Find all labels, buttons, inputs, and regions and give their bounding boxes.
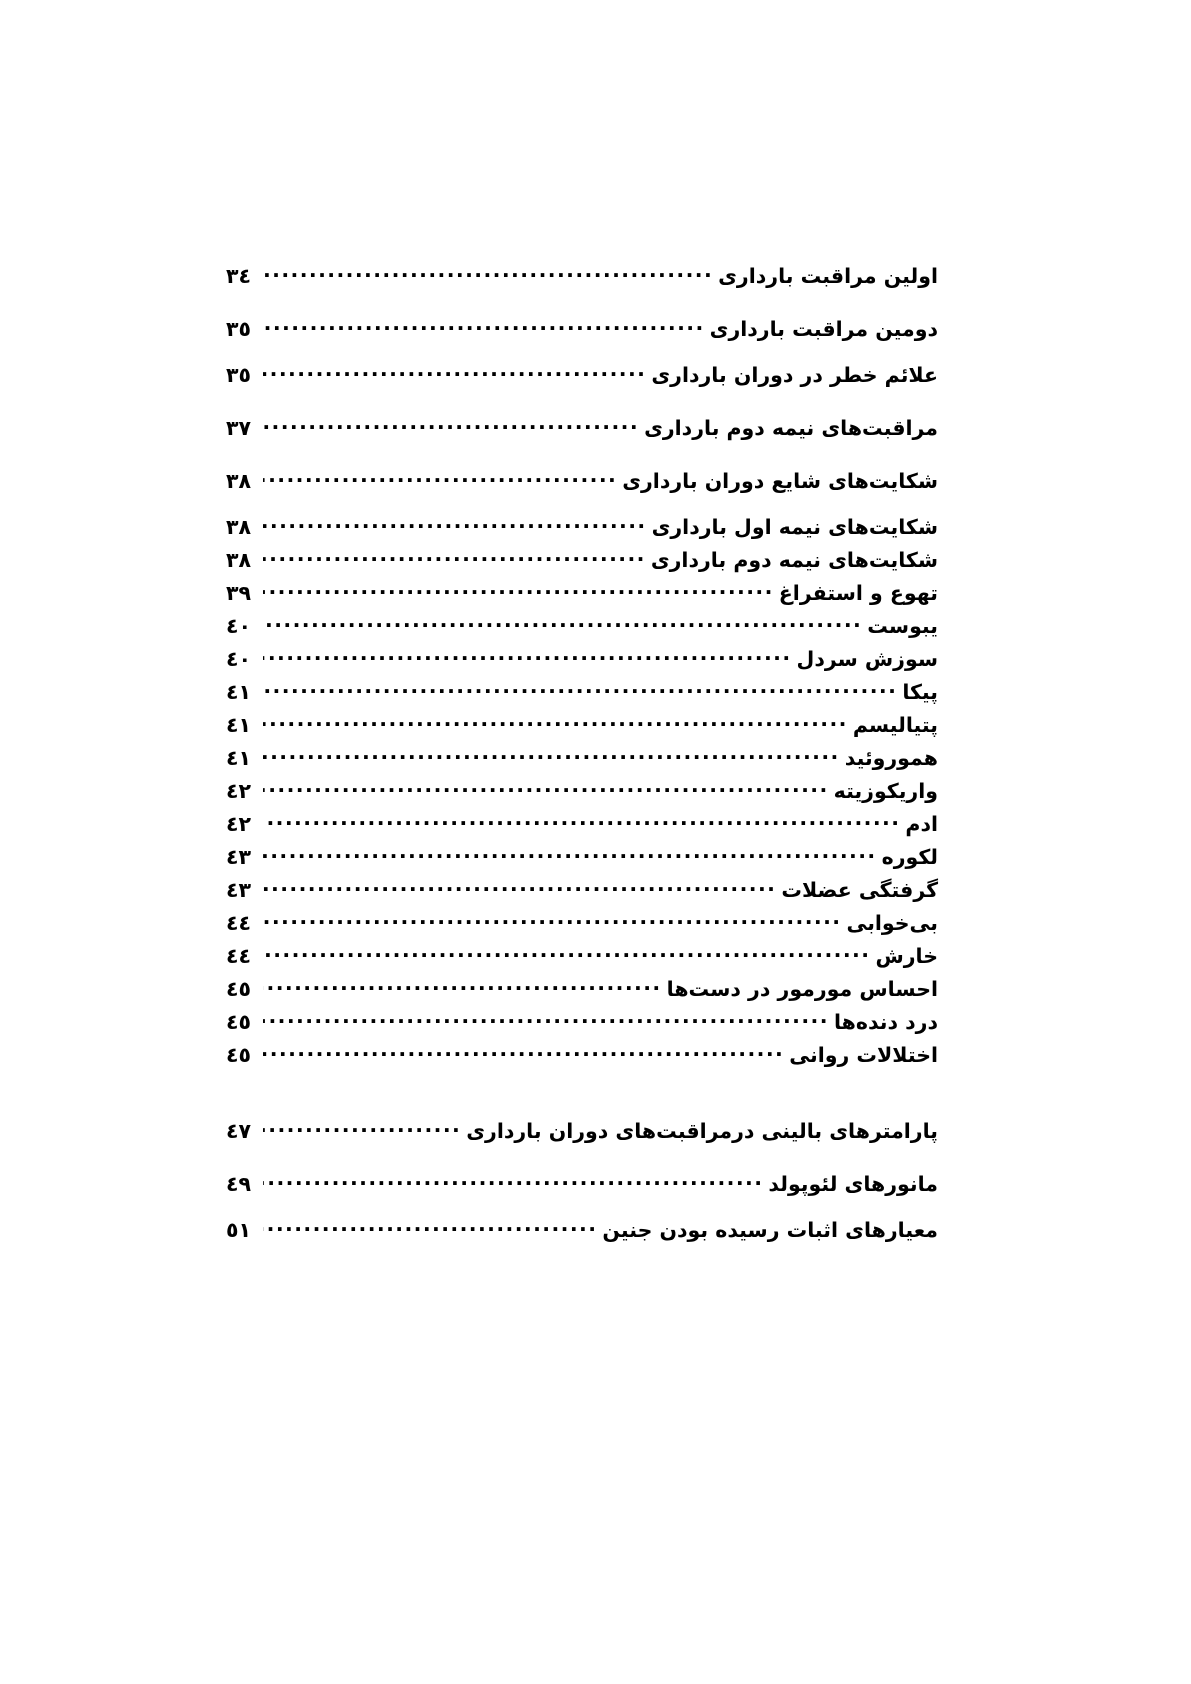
toc-entry-page-number: ٤٠ bbox=[226, 613, 252, 638]
toc-entry-page-number: ٣٧ bbox=[226, 415, 252, 440]
toc-leader-dots bbox=[263, 678, 897, 699]
toc-entry-title: شکایت‌های شایع دوران بارداری bbox=[622, 468, 938, 493]
toc-entry-title: معیارهای اثبات رسیده بودن جنین bbox=[602, 1217, 938, 1242]
toc-entry-page-number: ٤٣ bbox=[226, 844, 252, 869]
toc-entry[interactable] bbox=[226, 315, 938, 339]
toc-entry-page-number: ٤٥ bbox=[226, 1042, 252, 1067]
toc-entry-title: علائم خطر در دوران بارداری bbox=[651, 362, 938, 387]
toc-entry-page-number: ٤٩ bbox=[226, 1171, 252, 1196]
toc-leader-dots bbox=[263, 1117, 461, 1138]
toc-entry-page-number: ٤٥ bbox=[226, 1009, 252, 1034]
toc-entry-page-number: ٣٨ bbox=[226, 468, 252, 493]
toc-entry-title: درد دنده‌ها bbox=[833, 1009, 938, 1034]
toc-entry[interactable] bbox=[226, 414, 938, 438]
toc-entry-title: سوزش سردل bbox=[796, 646, 938, 671]
toc-entry-title: مانورهای لئوپولد bbox=[768, 1171, 938, 1196]
toc-entry-title: پیکا bbox=[902, 679, 938, 704]
toc-leader-dots bbox=[263, 513, 647, 534]
toc-entry[interactable] bbox=[226, 810, 938, 834]
toc-entry-page-number: ٣٥ bbox=[226, 316, 252, 341]
toc-entry[interactable] bbox=[226, 777, 938, 801]
toc-entry[interactable] bbox=[226, 843, 938, 867]
toc-entry-title: هموروئید bbox=[844, 745, 938, 770]
toc-entry[interactable] bbox=[226, 876, 938, 900]
toc-entry-title: یبوست bbox=[867, 613, 938, 638]
toc-entry-page-number: ٤١ bbox=[226, 679, 252, 704]
toc-leader-dots bbox=[263, 1008, 829, 1029]
toc-leader-dots bbox=[263, 361, 646, 382]
toc-entry-title: شکایت‌های نیمه اول بارداری bbox=[651, 514, 938, 539]
toc-entry-page-number: ٤١ bbox=[226, 712, 252, 737]
toc-leader-dots bbox=[263, 1041, 784, 1062]
toc-leader-dots bbox=[263, 645, 792, 666]
toc-entry-list bbox=[226, 262, 938, 1240]
toc-leader-dots bbox=[263, 843, 877, 864]
toc-leader-dots bbox=[263, 711, 848, 732]
toc-leader-dots bbox=[263, 546, 646, 567]
toc-entry-page-number: ٤٢ bbox=[226, 811, 252, 836]
toc-entry-title: دومین مراقبت بارداری bbox=[709, 316, 938, 341]
toc-entry[interactable] bbox=[226, 942, 938, 966]
toc-entry[interactable] bbox=[226, 612, 938, 636]
toc-entry-title: شکایت‌های نیمه دوم بارداری bbox=[650, 547, 938, 572]
toc-leader-dots bbox=[263, 1216, 597, 1237]
toc-leader-dots bbox=[263, 262, 713, 283]
toc-leader-dots bbox=[263, 315, 705, 336]
toc-leader-dots bbox=[263, 975, 662, 996]
toc-entry-title: پتیالیسم bbox=[852, 712, 938, 737]
toc-entry[interactable] bbox=[226, 678, 938, 702]
toc-entry-page-number: ٤٣ bbox=[226, 877, 252, 902]
toc-entry-page-number: ٤٢ bbox=[226, 778, 252, 803]
toc-entry-page-number: ٣٤ bbox=[226, 263, 252, 288]
toc-leader-dots bbox=[263, 876, 776, 897]
toc-entry-title: بی‌خوابی bbox=[846, 910, 938, 935]
toc-entry[interactable] bbox=[226, 975, 938, 999]
toc-entry[interactable] bbox=[226, 467, 938, 491]
toc-entry-title: واریکوزیته bbox=[833, 778, 938, 803]
toc-entry-title: احساس مورمور در دست‌ها bbox=[666, 976, 938, 1001]
toc-entry[interactable] bbox=[226, 1008, 938, 1032]
toc-leader-dots bbox=[263, 810, 900, 831]
toc-entry[interactable] bbox=[226, 1117, 938, 1141]
toc-entry-title: گرفتگی عضلات bbox=[781, 877, 938, 902]
toc-entry-page-number: ٤٠ bbox=[226, 646, 252, 671]
toc-entry[interactable] bbox=[226, 909, 938, 933]
toc-entry-page-number: ٣٨ bbox=[226, 547, 252, 572]
toc-entry-page-number: ٣٩ bbox=[226, 580, 252, 605]
toc-entry-page-number: ٤٥ bbox=[226, 976, 252, 1001]
toc-entry-title: تهوع و استفراغ bbox=[778, 580, 938, 605]
toc-entry-page-number: ٥١ bbox=[226, 1217, 252, 1242]
toc-entry[interactable] bbox=[226, 361, 938, 385]
toc-entry[interactable] bbox=[226, 645, 938, 669]
toc-entry-page-number: ٤٧ bbox=[226, 1118, 252, 1143]
toc-entry-page-number: ٤٤ bbox=[226, 943, 252, 968]
toc-entry-title: ادم bbox=[905, 811, 938, 836]
toc-entry-title: مراقبت‌های نیمه دوم بارداری bbox=[644, 415, 938, 440]
toc-leader-dots bbox=[263, 414, 639, 435]
toc-entry[interactable] bbox=[226, 744, 938, 768]
toc-entry-page-number: ٣٥ bbox=[226, 362, 252, 387]
toc-leader-dots bbox=[263, 579, 774, 600]
toc-entry-title: پارامترهای بالینی درمراقبت‌های دوران بارداری bbox=[466, 1118, 938, 1143]
toc-entry-title: اختلالات روانی bbox=[789, 1042, 938, 1067]
toc-entry-page-number: ٣٨ bbox=[226, 514, 252, 539]
toc-entry[interactable] bbox=[226, 579, 938, 603]
toc-entry[interactable] bbox=[226, 711, 938, 735]
toc-leader-dots bbox=[263, 744, 840, 765]
toc-entry[interactable] bbox=[226, 513, 938, 537]
toc-leader-dots bbox=[263, 777, 829, 798]
toc-entry-title: خارش bbox=[875, 943, 938, 968]
toc-leader-dots bbox=[263, 1170, 763, 1191]
toc-entry-title: اولین مراقبت بارداری bbox=[718, 263, 938, 288]
toc-entry-title: لکوره bbox=[881, 844, 938, 869]
toc-entry[interactable] bbox=[226, 262, 938, 286]
toc-leader-dots bbox=[263, 467, 617, 488]
toc-entry-page-number: ٤١ bbox=[226, 745, 252, 770]
toc-entry[interactable] bbox=[226, 546, 938, 570]
toc-leader-dots bbox=[263, 942, 870, 963]
toc-entry[interactable] bbox=[226, 1216, 938, 1240]
toc-leader-dots bbox=[263, 612, 862, 633]
toc-entry-page-number: ٤٤ bbox=[226, 910, 252, 935]
toc-entry[interactable] bbox=[226, 1041, 938, 1065]
toc-leader-dots bbox=[263, 909, 841, 930]
toc-entry[interactable] bbox=[226, 1170, 938, 1194]
